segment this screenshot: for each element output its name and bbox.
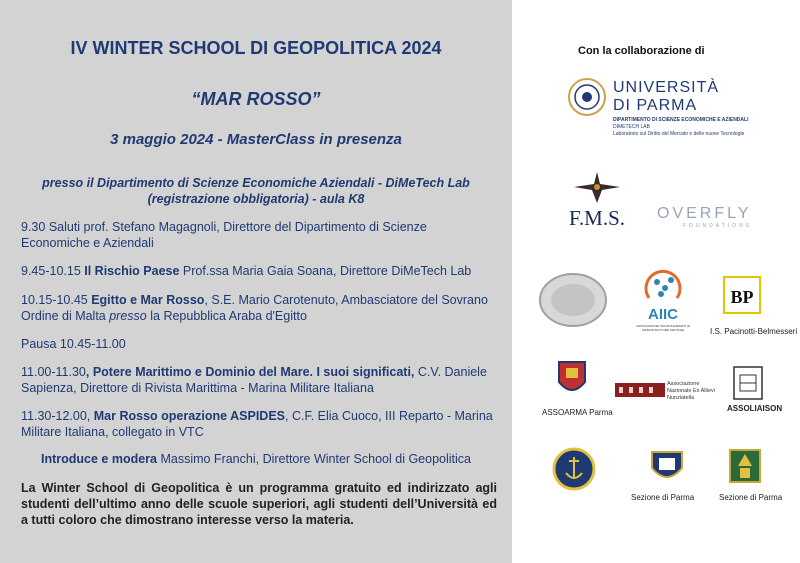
intro-line [0,452,512,466]
intro-label: Introduce e modera [40,452,157,466]
sezione-label-1: Sezione di Parma [631,493,695,502]
shield-icon [557,360,587,398]
crest-icon [728,446,762,486]
nunziatella-logo [615,377,725,399]
program-time: 10.15-10.45 [21,293,88,307]
aiic-sub: ASSOCIAZIONE ITALIANA ESPERTI IN INFRASTRUTTURE CRITICHE [636,324,690,332]
aiic-text: AIIC [648,306,678,323]
program-time: 11.30-12.00, [21,409,91,423]
program-topic: Il Rischio Paese [80,264,180,278]
program-text: , C.F. Elia Cuoco, III Reparto - Marina Militare Italiana, collegato in VTC [21,409,493,439]
unipr-lab: DIMETECH LAB [613,124,650,130]
venue-line-2: (registrazione obbligatoria) - aula K8 [147,192,365,206]
venue-line-1: presso il Dipartimento di Scienze Economiche Aziendali - DiMeTech Lab [42,176,470,190]
fms-logo [557,170,637,235]
event-date: 3 maggio 2024 - MasterClass in presenza [110,131,402,148]
program-topic: Mar Rosso operazione ASPIDES [90,409,286,423]
footer-note: La Winter School di Geopolitica è un programma gratuito ed indirizzato agli studenti dell’ultimo anno delle scuole superiori, agli studenti dell’Università ed a tutti coloro che dimostrano interesse verso la materia. [21,481,497,527]
program-time: Pausa 10.45-11.00 [21,337,126,351]
program-time: 9.30 [21,220,46,234]
program-item [21,408,497,440]
crest-icon [650,446,684,486]
intro-text: Massimo Franchi, Direttore Winter School di Geopolitica [156,452,471,466]
naval-emblem-icon [552,445,596,493]
pacinotti-label: I.S. Pacinotti-Belmesseri [710,327,798,336]
overfly-logo [657,205,772,230]
partners-panel [512,0,800,563]
unipr-seal-icon [567,77,607,117]
program-time: 11.00-11.30 [21,365,86,379]
event-subtitle: “MAR ROSSO” [191,89,321,109]
program-item [21,292,497,324]
assoliaison-label: ASSOLIAISON [727,404,783,413]
building-icon [615,379,665,399]
aiic-logo [635,268,691,338]
pacinotti-logo [722,275,762,315]
event-venue [0,175,512,207]
program-text: C.V. Daniele Sapienza, Direttore di Rivista Marittima - Marina Militare Italiana [21,365,487,395]
unipr-name-2: DI PARMA [613,97,698,114]
program-item [21,336,497,352]
program-text: Prof.ssa Maria Gaia Soana, Direttore DiMeTech Lab [179,264,472,278]
unipr-dept: DIPARTIMENTO DI SCIENZE ECONOMICHE E AZIENDALI [613,117,749,123]
fms-text: F.M.S. [568,206,626,230]
program-text: , S.E. Mario Carotenuto, Ambasciatore del Sovrano Ordine di Malta [21,293,488,323]
seal-icon [537,270,609,330]
program-topic: , Potere Marittimo e Dominio del Mare. I suoi significati, [85,365,415,379]
unipr-lab-desc: Laboratorio sul Diritto del Mercato e delle nuove Tecnologie [613,131,745,137]
unipr-name-1: UNIVERSITÀ [613,79,720,96]
assoarma-label: ASSOARMA Parma [542,408,613,417]
program-item [21,364,497,396]
unipr-logo [567,75,787,145]
overfly-text: OVERFLY [657,205,752,222]
collab-heading: Con la collaborazione di [578,45,705,57]
program-item [21,219,497,251]
svg-text:BP: BP [730,287,754,307]
program-italic: presso [109,309,147,323]
star-icon [572,170,622,204]
program-time: 9.45-10.15 [21,264,81,278]
assoliaison-logo [730,363,766,403]
program-text-2: la Repubblica Araba d'Egitto [146,309,307,323]
event-title: IV WINTER SCHOOL DI GEOPOLITICA 2024 [70,38,442,58]
program-topic: Egitto e Mar Rosso [87,293,205,307]
nunziatella-text: Associazione Nazionale Ex Allievi Nunziatella [667,381,715,401]
program-text: Saluti prof. Stefano Magagnoli, Direttore del Dipartimento di Scienze Economiche e Aziendali [21,220,427,250]
sezione-label-2: Sezione di Parma [719,493,783,502]
overfly-sub: FOUNDATIONS [683,223,753,229]
program-item [21,263,497,279]
globe-icon [643,268,683,306]
